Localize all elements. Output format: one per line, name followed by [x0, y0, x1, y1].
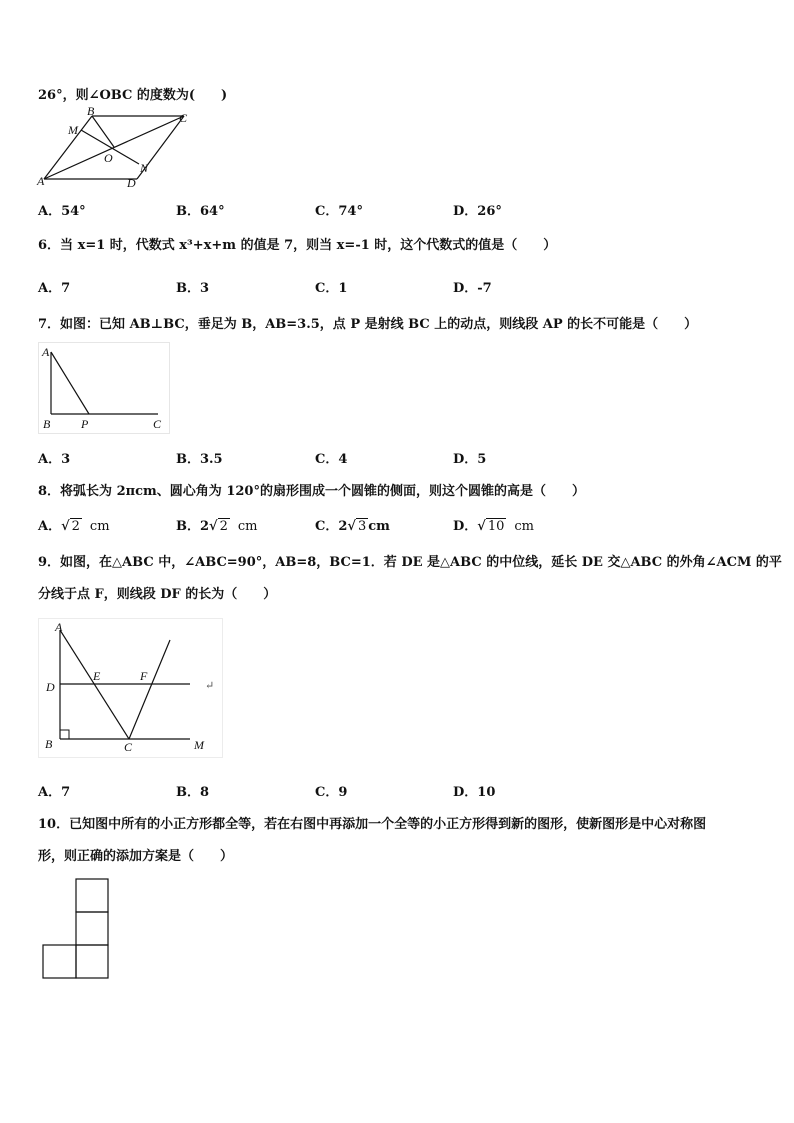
q10-stem-line2: 形，则正确的添加方案是（ ） — [38, 849, 234, 864]
q9-return-mark: ↵ — [205, 679, 215, 692]
q7-stem: 7．如图：已知 AB⊥BC，垂足为 B，AB=3.5，点 P 是射线 BC 上的动点，则线段 AP 的长不可能是（ ） — [38, 317, 698, 332]
q5-figure-parallelogram — [34, 104, 204, 196]
q9-stem-line2: 分线于点 F，则线段 DF 的长为（ ） — [38, 587, 277, 602]
q7-option-c: C．4 — [315, 452, 348, 467]
q9-label-a: A — [55, 620, 63, 634]
q5-label-a: A — [37, 174, 45, 188]
q7-label-p: P — [81, 417, 89, 431]
q5-option-a: A．54° — [38, 204, 86, 219]
q8-option-a: A．√ 2 cm — [38, 519, 110, 534]
q9-option-d: D．10 — [453, 785, 496, 800]
q9-option-a: A．7 — [38, 785, 71, 800]
q5-label-m: M — [68, 123, 78, 137]
q5-label-c: C — [179, 111, 188, 125]
q5-label-n: N — [140, 161, 149, 175]
q5-option-d: D．26° — [453, 204, 502, 219]
q7-option-b: B．3.5 — [176, 452, 223, 467]
q7-label-a: A — [42, 345, 50, 359]
q6-stem: 6．当 x=1 时，代数式 x³+x+m 的值是 7，则当 x=-1 时，这个代数式的值是（ ） — [38, 238, 557, 253]
q10-stem-line1: 10．已知图中所有的小正方形都全等，若在右图中再添加一个全等的小正方形得到新的图形，使新图形是中心对称图 — [38, 817, 707, 832]
q6-option-b: B．3 — [176, 281, 210, 296]
q8-option-b: B．2√ 2 cm — [176, 519, 258, 534]
q9-label-c: C — [124, 740, 133, 754]
q7-figure-right-angle — [38, 342, 170, 438]
q5-label-b: B — [87, 104, 95, 118]
q5-option-b: B．64° — [176, 204, 225, 219]
q8-stem: 8．将弧长为 2πcm、圆心角为 120°的扇形围成一个圆锥的侧面，则这个圆锥的高是（ ） — [38, 484, 585, 499]
q9-option-c: C．9 — [315, 785, 348, 800]
q10-figure-squares — [40, 878, 112, 984]
q8-option-c: C．2√ 3 cm — [315, 519, 390, 534]
q7-label-c: C — [153, 417, 162, 431]
q8-option-d: D．√ 10 cm — [453, 519, 534, 534]
q5-label-d: D — [127, 176, 136, 190]
q9-label-m: M — [194, 738, 204, 752]
q9-label-b: B — [45, 737, 53, 751]
q7-label-b: B — [43, 417, 51, 431]
q9-label-d: D — [46, 680, 55, 694]
q9-stem-line1: 9．如图，在△ABC 中，∠ABC=90°，AB=8，BC=1．若 DE 是△ABC 的中位线，延长 DE 交△ABC 的外角∠ACM 的平 — [38, 555, 782, 570]
q6-option-a: A．7 — [38, 281, 71, 296]
q5-label-o: O — [104, 151, 113, 165]
q9-figure-triangle — [38, 618, 223, 762]
q6-option-d: D．-7 — [453, 281, 492, 296]
q6-option-c: C．1 — [315, 281, 348, 296]
q5-option-c: C．74° — [315, 204, 363, 219]
q7-option-a: A．3 — [38, 452, 71, 467]
q9-label-f: F — [140, 669, 148, 683]
q9-option-b: B．8 — [176, 785, 210, 800]
q9-label-e: E — [93, 669, 101, 683]
q5-stem: 26°，则∠OBC 的度数为( ) — [38, 88, 228, 103]
q7-option-d: D．5 — [453, 452, 487, 467]
